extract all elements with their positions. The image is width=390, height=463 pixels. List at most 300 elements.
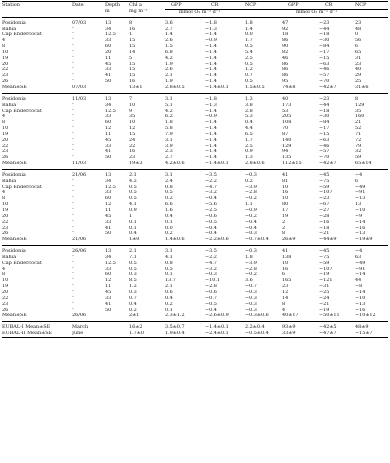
gpp-areal-cell: 33±9: [282, 331, 296, 337]
cr-areal-cell: −45: [319, 248, 330, 255]
station-cell: 20: [2, 289, 9, 295]
cr-vol-cell: −1.4: [205, 32, 217, 38]
station-cell: 26: [2, 155, 9, 161]
cr-vol-cell: −0.4: [205, 231, 217, 237]
depth-cell: [105, 331, 129, 337]
gpp-areal-cell: 17: [282, 208, 289, 213]
table-row: [2, 93, 388, 102]
station-cell: Mean±SE: [2, 237, 27, 243]
gpp-areal-cell: 2: [282, 225, 286, 231]
depth-cell: 12.5: [105, 32, 116, 38]
cr-areal-cell: −24: [319, 295, 330, 301]
cr-areal-cell: −19: [319, 307, 330, 313]
depth-cell: 34: [105, 178, 112, 184]
ncp-vol-cell: −0.7: [245, 284, 257, 290]
ncp-vol-cell: 2.5: [245, 55, 253, 61]
depth-header: Depth: [105, 2, 129, 10]
ncp-areal-cell: 160: [355, 114, 365, 120]
gpp-vol-cell: 2.1: [165, 73, 173, 79]
station-header-blank: [2, 9, 72, 17]
chl-cell: 4.2: [129, 178, 137, 184]
ncp-areal-cell: 23: [355, 19, 362, 26]
cr-areal-cell: −59: [319, 260, 330, 266]
ncp-vol-cell: 0.9: [245, 149, 253, 155]
cr-vol-cell: −2.2: [205, 178, 217, 184]
chl-cell: 15: [129, 131, 136, 137]
ncp-areal-cell: 21: [355, 120, 362, 126]
station-cell: Mean±SE: [2, 84, 27, 90]
station-cell: 26: [2, 231, 9, 237]
ncp-areal-cell: 25: [355, 79, 362, 85]
data-block: [2, 246, 388, 322]
date-cell: “: [72, 131, 75, 137]
cr-vol-cell: −1.8: [205, 19, 217, 26]
ncp-vol-cell: −0.7±0.4: [245, 237, 269, 243]
gpp-vol-cell: 2.6: [165, 67, 173, 73]
cr-vol-cell: −5.6: [205, 202, 217, 208]
ncp-areal-cell: 8: [355, 95, 359, 102]
ncp-vol-cell: −0.3: [245, 248, 257, 255]
depth-cell: 11: [105, 131, 112, 137]
chl-cell: 15: [129, 67, 136, 73]
depth-cell: 45: [105, 213, 112, 219]
gpp-areal-cell: 47: [282, 19, 289, 26]
cr-areal-cell: −84: [319, 44, 330, 50]
cr-vol-cell: −1.4: [205, 61, 217, 67]
station-cell: 23: [2, 149, 9, 155]
ncp-vol-cell: 2.2±0.4: [245, 324, 265, 331]
mean-row: [2, 313, 388, 321]
depth-cell: 41: [105, 149, 112, 155]
cr-areal-cell: −75: [319, 254, 330, 260]
date-cell: “: [72, 208, 75, 213]
chl-cell: 0.4: [129, 301, 137, 307]
depth-cell: 33: [105, 190, 112, 196]
gpp-areal-cell: 108: [282, 120, 292, 126]
ncp-vol-cell: 1.2: [245, 67, 253, 73]
chl-cell: 0.3: [129, 289, 137, 295]
depth-cell: 34: [105, 102, 112, 108]
ncp-areal-cell: 6: [355, 44, 359, 50]
date-cell: “: [72, 49, 75, 55]
station-cell: Cap Endercocat: [2, 32, 42, 38]
depth-cell: 60: [105, 120, 112, 126]
gpp-areal-cell: 26±9: [282, 237, 296, 243]
depth-cell: 33: [105, 219, 112, 225]
ncp-vol-cell: 5.4: [245, 49, 253, 55]
station-cell: 10: [2, 278, 9, 284]
chl-cell: 12: [129, 126, 136, 132]
date-cell: 11/03: [72, 95, 87, 102]
chl-cell: 8.5: [129, 278, 137, 284]
ncp-vol-cell: −0.4: [245, 219, 257, 225]
station-cell: 22: [2, 295, 9, 301]
station-cell: EUBAL-I Mean±SE: [2, 324, 51, 331]
gpp-vol-cell: 0.8: [165, 184, 173, 190]
cr-areal-cell: −25: [319, 289, 330, 295]
gpp-vol-cell: 3.1: [165, 171, 173, 178]
chl-cell: 16: [129, 26, 136, 32]
cr-vol-cell: −4.7: [205, 184, 217, 190]
date-cell: “: [72, 178, 75, 184]
ncp-areal-cell: 0: [355, 32, 359, 38]
date-cell: “: [72, 184, 75, 190]
ncp-areal-cell: 40: [355, 67, 362, 73]
station-cell: 22: [2, 219, 9, 225]
date-header-blank: [72, 9, 105, 17]
ncp-vol-cell: 5.3: [245, 114, 253, 120]
gpp-areal-cell: 16: [282, 266, 289, 272]
gpp-vol-cell: 2.6: [165, 38, 173, 44]
cr-vol-cell: −1.4: [205, 131, 217, 137]
ncp-areal-cell: −4: [355, 248, 363, 255]
cr-vol-cell: −1.4: [205, 67, 217, 73]
gpp-vol-cell: 3.6: [165, 19, 173, 26]
cr-header-b: CR: [319, 2, 355, 10]
chl-cell: 0.5: [129, 184, 137, 190]
cr-areal-cell: −47±7: [319, 331, 337, 337]
gpp-areal-cell: 87: [282, 131, 289, 137]
depth-cell: 45: [105, 289, 112, 295]
cr-areal-cell: −17: [319, 126, 330, 132]
gpp-vol-cell: 2.7: [165, 155, 173, 161]
ncp-areal-cell: 31±6: [355, 84, 369, 90]
ncp-header-a: NCP: [245, 2, 282, 10]
gpp-areal-cell: 2: [282, 219, 286, 225]
gpp-areal-cell: 86: [282, 61, 289, 67]
gpp-areal-cell: 23: [282, 284, 289, 290]
depth-cell: 50: [105, 79, 112, 85]
gpp-vol-cell: 3.1: [165, 248, 173, 255]
cr-areal-cell: −121: [319, 278, 333, 284]
gpp-areal-cell: 41: [282, 171, 289, 178]
gpp-areal-cell: 18: [282, 32, 289, 38]
date-cell: “: [72, 213, 75, 219]
depth-cell: 13: [105, 248, 112, 255]
station-cell: Cap Endercocat: [2, 260, 42, 266]
date-cell: “: [72, 254, 75, 260]
date-cell: “: [72, 26, 75, 32]
gpp-areal-cell: 12: [282, 289, 289, 295]
gpp-areal-cell: 41: [282, 248, 289, 255]
ncp-areal-cell: 59: [355, 155, 362, 161]
station-cell: 8: [2, 196, 6, 202]
cr-vol-cell: −1.4±0.1: [205, 161, 229, 167]
ncp-vol-cell: 1.1: [245, 202, 253, 208]
date-cell: “: [72, 225, 75, 231]
data-block: [2, 17, 388, 93]
cr-vol-cell: −2.8: [205, 284, 217, 290]
station-cell: Mean±SE: [2, 161, 27, 167]
cr-areal-cell: −18: [319, 108, 330, 114]
chl-cell: 16±2: [129, 324, 143, 331]
chl-cell: 9: [129, 108, 133, 114]
table-row: [2, 17, 388, 26]
depth-unit: m: [105, 9, 129, 17]
cr-vol-cell: −1.4: [205, 55, 217, 61]
station-cell: Cap Endercocat: [2, 108, 42, 114]
chl-cell: 1: [129, 32, 133, 38]
depth-cell: 60: [105, 272, 112, 278]
depth-cell: 60: [105, 44, 112, 50]
chl-cell: 2.1: [129, 248, 137, 255]
ncp-vol-cell: 1.4: [245, 26, 253, 32]
cr-areal-cell: −63: [319, 61, 330, 67]
depth-cell: 60: [105, 196, 112, 202]
depth-cell: 41: [105, 73, 112, 79]
date-cell: “: [72, 67, 75, 73]
station-cell: 20: [2, 137, 9, 143]
gpp-vol-cell: 3.1: [165, 95, 173, 102]
ncp-vol-cell: 1.5±0.5: [245, 84, 265, 90]
ncp-vol-cell: −0.3±0.6: [245, 313, 269, 319]
gpp-vol-cell: 1.9±0.4: [165, 331, 185, 337]
ncp-vol-cell: 1.7: [245, 137, 253, 143]
date-cell: “: [72, 55, 75, 61]
date-cell: “: [72, 38, 75, 44]
chl-cell: 0.5: [129, 260, 137, 266]
depth-cell: 12: [105, 126, 112, 132]
ncp-vol-cell: 6.5: [245, 131, 253, 137]
gpp-vol-cell: 0.1: [165, 219, 173, 225]
depth-cell: 12.5: [105, 184, 116, 190]
cr-vol-cell: −0.9: [205, 38, 217, 44]
gpp-vol-cell: 7.9: [165, 131, 173, 137]
ncp-vol-cell: −3.9: [245, 260, 257, 266]
chl-cell: 1: [129, 213, 133, 219]
gpp-areal-cell: 40±17: [282, 313, 299, 319]
cr-areal-cell: −46: [319, 67, 330, 73]
station-cell: Bahia: [2, 254, 17, 260]
gpp-areal-cell: 129: [282, 143, 292, 149]
gpp-vol-cell: 3.5±0.7: [165, 324, 185, 331]
gpp-vol-cell: 1.4: [165, 32, 173, 38]
gpp-areal-cell: 92: [282, 26, 289, 32]
ncp-areal-cell: −49: [355, 260, 366, 266]
date-cell: “: [72, 295, 75, 301]
gpp-vol-cell: 0.4: [165, 295, 173, 301]
date-cell: “: [72, 202, 75, 208]
depth-cell: 11: [105, 55, 112, 61]
gpp-areal-cell: 16: [282, 190, 289, 196]
chl-cell: 0.5: [129, 266, 137, 272]
station-cell: 4: [2, 190, 6, 196]
ncp-areal-cell: −14: [355, 289, 366, 295]
ncp-vol-cell: 1.7: [245, 38, 253, 44]
depth-cell: 50: [105, 307, 112, 313]
cr-areal-cell: −18: [319, 32, 330, 38]
cr-areal-cell: −23: [319, 196, 330, 202]
depth-cell: 20: [105, 49, 112, 55]
ncp-areal-cell: 31: [355, 55, 362, 61]
ncp-vol-cell: 0.5: [245, 61, 253, 67]
gpp-areal-cell: 6: [282, 272, 286, 278]
depth-cell: 12.5: [105, 108, 116, 114]
date-cell: 07/03: [72, 19, 87, 26]
gpp-areal-cell: 135: [282, 155, 292, 161]
gpp-areal-cell: 10: [282, 260, 289, 266]
gpp-areal-cell: 4: [282, 307, 286, 313]
ncp-areal-cell: −19±9: [355, 237, 373, 243]
gpp-vol-cell: 6.2: [165, 114, 173, 120]
depth-cell: 13: [105, 95, 112, 102]
cr-vol-cell: −0.9: [205, 114, 217, 120]
cr-areal-cell: −107: [319, 266, 333, 272]
gpp-vol-cell: 0.1: [165, 272, 173, 278]
ncp-areal-cell: 29: [355, 73, 362, 79]
gpp-areal-cell: 205: [282, 114, 292, 120]
ncp-vol-cell: −0.3: [245, 231, 257, 237]
data-block: [2, 169, 388, 245]
cr-vol-cell: −1.4: [205, 108, 217, 114]
cr-areal-cell: −75: [319, 178, 330, 184]
depth-cell: 33: [105, 67, 112, 73]
chl-cell: 0.5: [129, 196, 137, 202]
ncp-vol-cell: −0.3: [245, 289, 257, 295]
depth-cell: 11: [105, 208, 112, 213]
depth-cell: 12: [105, 202, 112, 208]
gpp-areal-cell: 8: [282, 301, 286, 307]
station-cell: 26: [2, 307, 9, 313]
cr-vol-cell: −3.5: [205, 248, 217, 255]
cr-vol-cell: −1.4: [205, 120, 217, 126]
gpp-vol-cell: 0.2: [165, 196, 173, 202]
table-header: [2, 2, 388, 18]
date-cell: “: [72, 219, 75, 225]
chl-cell: 24: [129, 137, 136, 143]
summary-row: [2, 331, 388, 337]
gpp-vol-cell: 13.7: [165, 278, 176, 284]
cr-header-a: CR: [205, 2, 245, 10]
cr-areal-cell: −23: [319, 19, 330, 26]
depth-cell: [105, 85, 129, 93]
cr-vol-cell: −1.4±0.1: [205, 84, 229, 90]
chl-cell: 1.2: [129, 284, 137, 290]
gpp-vol-cell: 5.8: [165, 126, 173, 132]
ncp-vol-cell: −0.2: [245, 272, 257, 278]
cr-vol-cell: −0.4: [205, 196, 217, 202]
cr-vol-cell: −0.3: [205, 272, 217, 278]
station-cell: 19: [2, 208, 9, 213]
cr-vol-cell: −1.4: [205, 149, 217, 155]
gpp-areal-cell: 46: [282, 55, 289, 61]
depth-cell: 12: [105, 278, 112, 284]
gpp-vol-cell: 3.9: [165, 143, 173, 149]
ncp-vol-cell: −0.9: [245, 208, 257, 213]
date-cell: “: [72, 266, 75, 272]
mean-row: [2, 85, 388, 93]
depth-cell: [105, 322, 129, 331]
date-cell: “: [72, 61, 75, 67]
depth-cell: 34: [105, 26, 112, 32]
date-cell: “: [72, 102, 75, 108]
ncp-areal-cell: 13: [355, 202, 362, 208]
gpp-vol-cell: 0.5: [165, 190, 173, 196]
date-cell: “: [72, 289, 75, 295]
ncp-areal-cell: 129: [355, 102, 365, 108]
ncp-areal-cell: −13: [355, 301, 366, 307]
gpp-areal-cell: 81: [282, 178, 289, 184]
chl-cell: 0.1: [129, 219, 137, 225]
cr-areal-cell: −21: [319, 301, 330, 307]
gpp-vol-cell: 2.8±0.5: [165, 84, 185, 90]
station-cell: 23: [2, 73, 9, 79]
station-cell: Posidonia: [2, 95, 26, 102]
date-cell: “: [72, 155, 75, 161]
cr-vol-cell: −0.6: [205, 213, 217, 219]
ncp-areal-cell: 63: [355, 254, 362, 260]
station-cell: 23: [2, 301, 9, 307]
station-cell: 19: [2, 131, 9, 137]
cr-vol-cell: −0.4: [205, 225, 217, 231]
station-cell: 20: [2, 213, 9, 219]
date-cell: “: [72, 272, 75, 278]
gpp-areal-cell: 10: [282, 184, 289, 190]
cr-vol-cell: −1.4: [205, 79, 217, 85]
cr-areal-cell: −57: [319, 149, 330, 155]
gpp-vol-cell: 1.9: [165, 79, 173, 85]
ncp-areal-cell: −10: [355, 208, 366, 213]
cr-areal-cell: −31: [319, 284, 330, 290]
date-cell: “: [72, 73, 75, 79]
ncp-vol-cell: 1.8: [245, 254, 253, 260]
gpp-areal-cell: 74±8: [282, 84, 296, 90]
cr-areal-cell: −30: [319, 38, 330, 44]
cr-areal-cell: −46: [319, 143, 330, 149]
gpp-vol-cell: 2.7: [165, 26, 173, 32]
cr-areal-cell: −42±5: [319, 324, 337, 331]
date-cell: “: [72, 32, 75, 38]
date-cell: 21/06: [72, 171, 87, 178]
ncp-areal-cell: −91: [355, 266, 366, 272]
gpp-areal-cell: 8: [282, 231, 286, 237]
date-cell: “: [72, 196, 75, 202]
ncp-areal-cell: −13: [355, 231, 366, 237]
chl-cell: 13±1: [129, 84, 143, 90]
gpp-vol-cell: 2.3: [165, 149, 173, 155]
cr-areal-cell: −44: [319, 102, 330, 108]
station-cell: 4: [2, 38, 6, 44]
cr-vol-cell: −1.4: [205, 73, 217, 79]
ncp-vol-cell: 4.4: [245, 126, 253, 132]
gpp-vol-cell: 0.6: [165, 289, 173, 295]
gpp-vol-cell: 0.5: [165, 266, 173, 272]
gpp-vol-cell: 2.3±1.2: [165, 313, 185, 319]
ncp-vol-cell: 0.0: [245, 32, 253, 38]
cr-vol-cell: −2.5: [205, 208, 217, 213]
cr-vol-cell: −1.4: [205, 143, 217, 149]
cr-areal-cell: −23: [319, 95, 330, 102]
cr-vol-cell: −1.4: [205, 126, 217, 132]
ncp-areal-cell: 44: [355, 278, 362, 284]
date-cell: “: [72, 301, 75, 307]
station-cell: 8: [2, 44, 6, 50]
cr-areal-cell: −27: [319, 208, 330, 213]
depth-cell: 41: [105, 225, 112, 231]
cr-vol-cell: −2.2±0.6: [205, 237, 229, 243]
ncp-vol-cell: 2.8: [245, 108, 253, 114]
gpp-areal-cell: 86: [282, 73, 289, 79]
station-cell: EUBAL-II Mean±SE: [2, 331, 53, 337]
chl-cell: 2.1: [129, 171, 137, 178]
chl-cell: 14: [129, 49, 136, 55]
station-cell: Bahia: [2, 178, 17, 184]
cr-vol-cell: −10.1: [205, 278, 220, 284]
cr-vol-cell: −3.5: [205, 171, 217, 178]
ncp-vol-cell: 0.2: [245, 178, 253, 184]
gpp-vol-cell: 4.2: [165, 55, 173, 61]
station-cell: 19: [2, 284, 9, 290]
